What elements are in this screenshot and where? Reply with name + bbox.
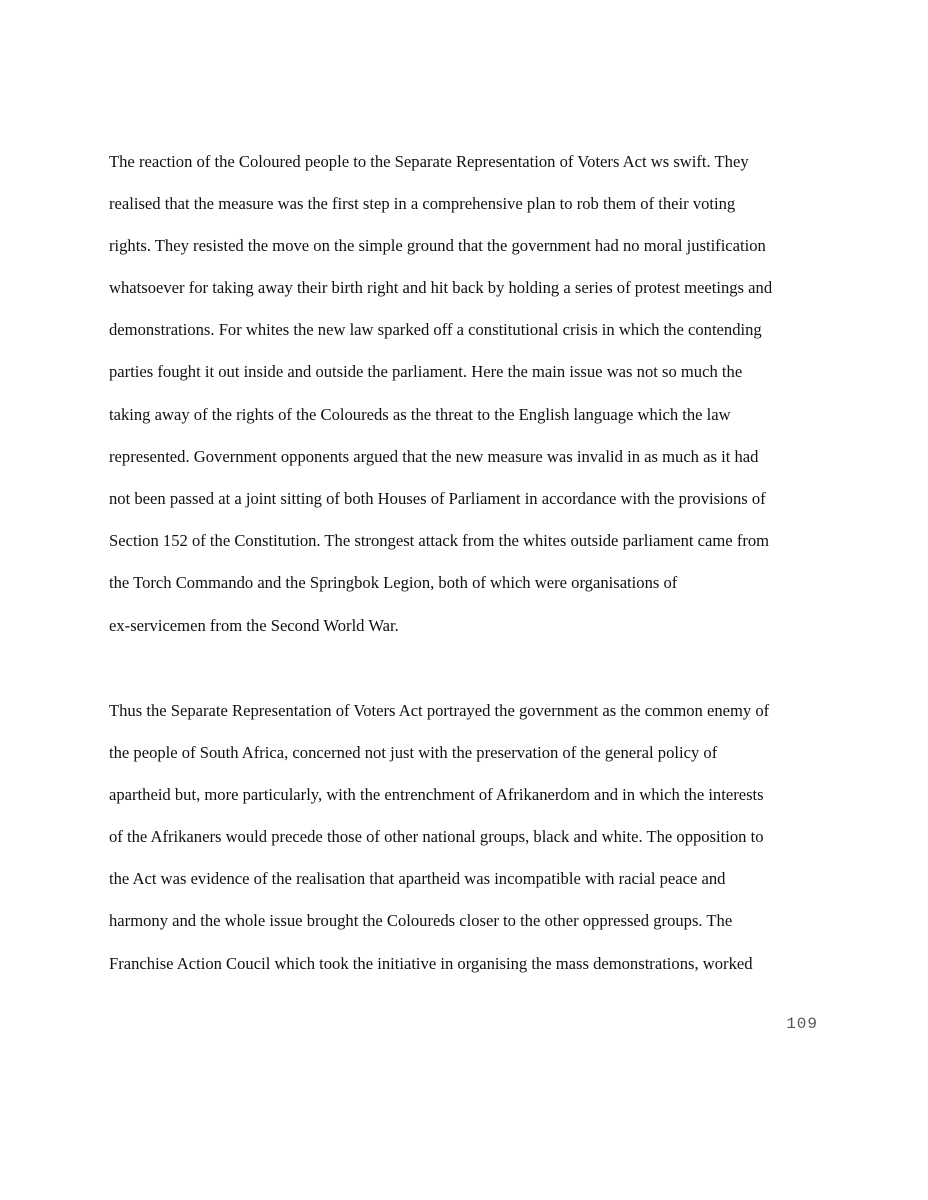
paragraph-line: parties fought it out inside and outside the parliament. Here the main issue was not so much the bbox=[109, 362, 743, 381]
page-number: 109 bbox=[786, 1015, 818, 1033]
paragraph-line: realised that the measure was the first step in a comprehensive plan to rob them of their voting bbox=[109, 194, 736, 213]
paragraph-line: rights. They resisted the move on the simple ground that the government had no moral justification bbox=[109, 236, 766, 255]
paragraph-line: harmony and the whole issue brought the Coloureds closer to the other oppressed groups. The bbox=[109, 911, 733, 930]
paragraph-line: Franchise Action Coucil which took the initiative in organising the mass demonstrations, worked bbox=[109, 954, 753, 973]
paragraph-line: demonstrations. For whites the new law sparked off a constitutional crisis in which the contending bbox=[109, 320, 762, 339]
paragraph-line: Section 152 of the Constitution. The strongest attack from the whites outside parliament came from bbox=[109, 531, 770, 550]
paragraph-line: The reaction of the Coloured people to the Separate Representation of Voters Act ws swift. They bbox=[109, 152, 749, 171]
paragraph-line: Thus the Separate Representation of Voters Act portrayed the government as the common enemy of bbox=[109, 701, 770, 720]
paragraph-line: the people of South Africa, concerned not just with the preservation of the general policy of bbox=[109, 743, 718, 762]
paragraph-line: of the Afrikaners would precede those of other national groups, black and white. The opposition to bbox=[109, 827, 764, 846]
paragraph-line: not been passed at a joint sitting of both Houses of Parliament in accordance with the provisions of bbox=[109, 489, 766, 508]
paragraph-line: the Act was evidence of the realisation that apartheid was incompatible with racial peace and bbox=[109, 869, 726, 888]
paragraph-line: taking away of the rights of the Coloureds as the threat to the English language which the law bbox=[109, 405, 731, 424]
paragraph-line: the Torch Commando and the Springbok Legion, both of which were organisations of bbox=[109, 573, 678, 592]
paragraph-line: ex-servicemen from the Second World War. bbox=[109, 616, 399, 635]
paragraph-line: apartheid but, more particularly, with the entrenchment of Afrikanerdom and in which the interests bbox=[109, 785, 764, 804]
paragraph-line: represented. Government opponents argued that the new measure was invalid in as much as it had bbox=[109, 447, 759, 466]
paragraph-line: whatsoever for taking away their birth right and hit back by holding a series of protest meetings and bbox=[109, 278, 773, 297]
